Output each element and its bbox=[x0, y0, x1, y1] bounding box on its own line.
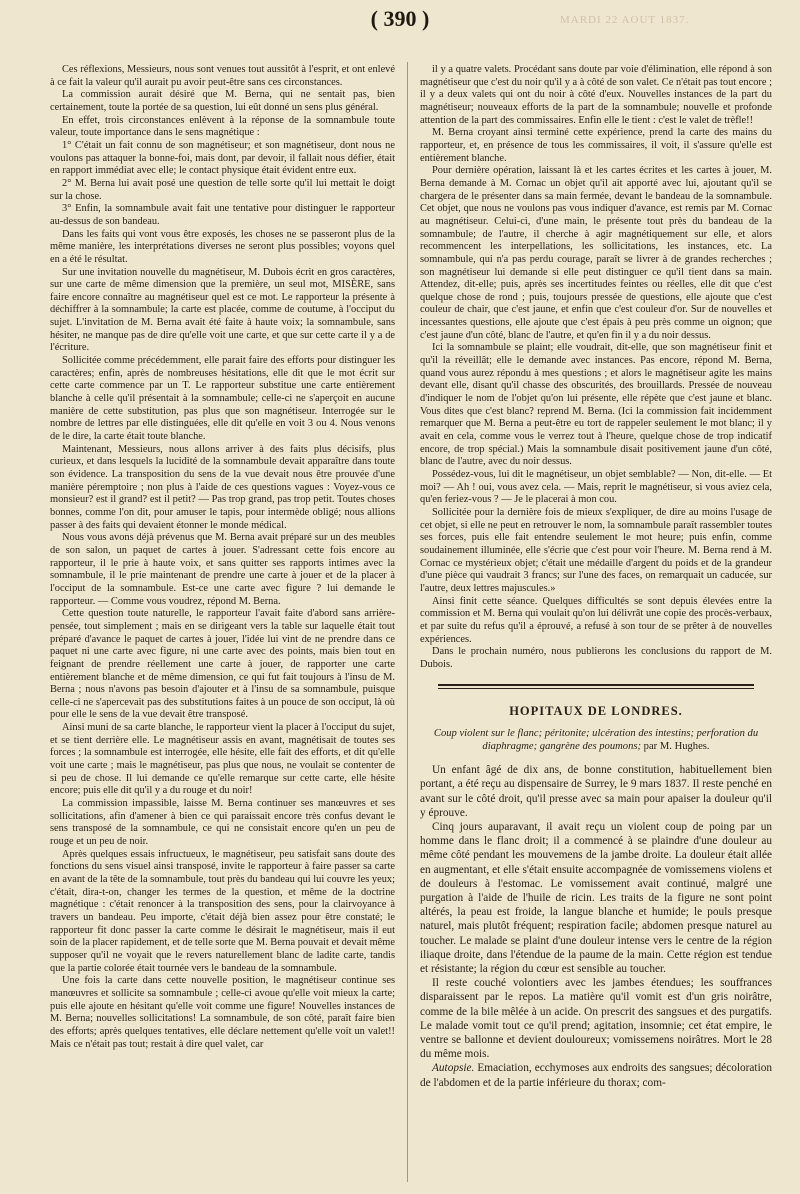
paragraph: Sollicitée pour la dernière fois de mieux s'expliquer, de dire au moins l'usage de cet objet, si elle ne peut en retrouver le nom, la somnambule paraît rassembler toutes ses forces, puis elle fait entendre seulement le mot heure; puis enfin, comme soudainement illuminée, elle s'écrie que c'est pour voir l'heure. M. Berna rend à M. Cornac ce mystérieux objet; c'était une médaille d'argent du poids et de la grandeur d'une pièce qui vaudrait 3 francs; sur l'une des faces, on remarquait un caducée, sur l'autre, deux lettres majuscules.» bbox=[420, 506, 773, 594]
paragraph: 3° Enfin, la somnambule avait fait une tentative pour distinguer le rapporteur au-dessus de son bandeau. bbox=[50, 203, 395, 227]
article-subtitle bbox=[420, 727, 772, 753]
autopsie-paragraph bbox=[420, 1061, 772, 1089]
paragraph: Ici la somnambule se plaint; elle voudrait, dit-elle, que son magnétiseur finit et qu'il la réveillât; elle le demande avec instances. Pas encore, répond M. Berna, quand vous aurez répondu à mes questions ; et alors le magnétiseur agite les mains devant elle, disant qu'il chasse des obscurités, des brouillards. Pressée de nouveau d'indiquer le nom de l'objet qu'on lui présente, elle répète que c'est jaune et blanc. Vous dites que c'est blanc? reprend M. Berna. (Ici la commission fait incidemment remarquer que M. Berna a peut-être eu tort de rappeler seulement le mot blanc; il y avait en cela, comme vous le verrez tout à l'heure, quelque chose de trop indicatif encore, de trop spécial.) Mais la somnambule disait positivement jaune d'un côté, blanc de l'autre, avec du noir dessus. bbox=[420, 342, 772, 468]
autopsie-text: Emaciation, ecchymoses aux endroits des sangsues; décoloration de l'abdomen et de la partie inférieure du thorax; com- bbox=[420, 1062, 773, 1089]
column-divider bbox=[407, 62, 408, 1182]
paragraph: Ainsi finit cette séance. Quelques difficultés se sont depuis élevées entre la commission et M. Berna qui voulait qu'on lui délivrât une copie des procès-verbaux, et par suite du refus qu'il a éprouvé, a refusé à son tour de se prêter à de nouvelles expériences. bbox=[420, 595, 772, 645]
article-separator bbox=[438, 684, 754, 689]
article-title: HOPITAUX DE LONDRES. bbox=[509, 703, 683, 718]
byline: par M. Hughes. bbox=[643, 741, 710, 753]
paragraph: La commission aurait désiré que M. Berna, qui ne sentait pas, bien certainement, toute la portée de sa question, lui eût donné un sens plus général. bbox=[50, 89, 395, 113]
paragraph: Dans le prochain numéro, nous publierons les conclusions du rapport de M. Dubois. bbox=[420, 646, 772, 670]
article-body bbox=[420, 763, 772, 1090]
right-column bbox=[420, 64, 772, 1090]
paragraph: M. Berna croyant ainsi terminé cette expérience, prend la carte des mains du rapporteur, et, en présence de tous les commissaires, il voit, il s'assure qu'elle est entièrement blanche. bbox=[420, 127, 772, 164]
paragraph: Dans les faits qui vont vous être exposés, les choses ne se passeront plus de la même manière, les interprétations diverses ne seront plus possibles; voyons quel en a été le résultat. bbox=[50, 228, 395, 265]
paragraph: 2° M. Berna lui avait posé une question de telle sorte qu'il lui mettait le doigt sur la chose. bbox=[50, 177, 395, 202]
paragraph: Il reste couché volontiers avec les jambes étendues; les souffrances disparaissent par le repos. La matière qu'il vomit est d'un gris noirâtre, comme de la bile mêlée à un acide. On prescrit des sangsues et des purgatifs. Le malade vomit tout ce qu'il prend; agitation, insomnie; cet état empire, le ventre se ballonne et devient douloureux; vomissemens noirâtres. Mort le 28 du même mois. bbox=[420, 977, 772, 1061]
paragraph: Ces réflexions, Messieurs, nous sont venues tout aussitôt à l'esprit, et ont enlevé à ce fait la valeur qu'il aurait pu avoir peut-être sans ces circonstances. bbox=[50, 64, 395, 88]
autopsie-label: Autopsie. bbox=[432, 1062, 475, 1075]
left-column bbox=[50, 64, 395, 1051]
paragraph: Cette question toute naturelle, le rapporteur l'avait faite d'abord sans arrière-pensée, tout simplement ; mais en se dirigeant vers la table sur laquelle était tout préparé d'avance le paquet de cartes à jouer, l'idée lui vint de ne prendre dans ce paquet ni une carte avec figure, ni une carte avec des points, mais bien tout en feignant de prendre réellement une carte à jouer, de rapporter une carte entièrement blanche et de même dimension, ce qui fut fait toujours à l'insu de M. Berna ; nous n'avons pas besoin d'ajouter et à l'insu de sa somnambule, puisque celle-ci ne s'apercevait pas des substitutions faites à un pouce de son occiput, là où pour elle le sens de la vue devait être transposé. bbox=[50, 608, 395, 721]
paragraph: Ainsi muni de sa carte blanche, le rapporteur vient la placer à l'occiput du sujet, et se tient derrière elle. Le magnétiseur assis en avant, magnétisait de toutes ses forces ; la somnambule est interrogée, elle hésite, elle fait des efforts, et dit qu'elle voit une carte ; mais le magnétiseur, pas plus que nous, ne voulait se contenter de si peu de chose. Il lui demande ce qu'elle remarque sur cette carte, elle hésite encore; puis elle dit qu'il y a du rouge et du noir! bbox=[50, 722, 395, 797]
paragraph: 1° C'était un fait connu de son magnétiseur; et son magnétiseur, dont nous ne voulons pas attaquer la bonne-foi, mais dont, par devoir, il fallait nous défier, était en rapport immédiat avec elle; le contact physique était évident entre eux. bbox=[50, 139, 395, 177]
paragraph: Nous vous avons déjà prévenus que M. Berna avait préparé sur un des meubles de son salon, un paquet de cartes à jouer. S'adressant cette fois encore au rapporteur, il le prie à haute voix, et sans quitter ses rapports intimes avec la somnambule, il le prie maintenant de prendre une carte à jouer et de la placer à l'occiput de la somnambule. Est-ce une carte avec figure ? lui demande le rapporteur. — Comme vous voudrez, répond M. Berna. bbox=[50, 532, 395, 607]
paragraph: Pour dernière opération, laissant là et les cartes écrites et les cartes à jouer, M. Berna demande à M. Cornac un objet qu'il ait apporté avec lui, ajoutant qu'il se chargera de le présenter dans sa main fermée, devant le bandeau de la somnambule. Cet objet, que nous ne voulons pas vous indiquer d'avance, est remis par M. Cornac au magnétiseur. Celui-ci, d'une main, le présente tout près du bandeau de la somnambule; de l'autre, il cherche à agir magnétiquement sur elle, et alors recommencent les interpellations, les sollicitations, les instances, etc. La somnambule, qui n'a pas perdu courage, paraît se livrer à de grandes recherches ; son magnétiseur lui demande si elle peut distinguer ce qu'il tient dans sa main. Attendez, dit-elle; puis, après ses incertitudes feintes ou réelles, elle dit que c'est quelque chose de rond ; puis, toujours pressée de questions, elle ajoute que c'est couleur de chair, que c'est jaune, et enfin que c'est couleur d'or. Sur de nouvelles et incessantes questions, elle ajoute que c'est épais à peu près comme un oignon; que c'est jaune d'un côté, blanc de l'autre, et qu'en fin il y a du noir dessus. bbox=[420, 165, 772, 341]
paragraph: La commission impassible, laisse M. Berna continuer ses manœuvres et ses sollicitations, afin d'amener à bien ce qui paraissait encore très confus devant le sens transposé de la somnambule, ce qui ne consistait encore qu'en un peu de rouge et un peu de noir. bbox=[50, 798, 395, 848]
page-number: ( 390 ) bbox=[370, 6, 430, 31]
paragraph: Un enfant âgé de dix ans, de bonne constitution, habituellement bien portant, a été reçu au dispensaire de Surrey, le 9 mars 1837. Il reste penché en avant sur le côté droit, qu'il presse avec sa main pour apaiser la douleur qu'il y éprouve. bbox=[420, 764, 772, 819]
faint-header: MARDI 22 AOUT 1837. bbox=[560, 14, 690, 26]
paragraph: Maintenant, Messieurs, nous allons arriver à des faits plus décisifs, plus curieux, et dans lesquels la lucidité de la somnambule devait apparaître dans toute son évidence. La transposition du sens de la vue devait nous être prouvée d'une manière péremptoire ; non plus à l'aide de ces questions vagues : Voyez-vous ce monsieur? est il grand? est il petit? — Pas trop grand, pas trop petit. Toutes choses bonnes, comme l'on dit, pour amuser le tapis, pour intermède obligé; nous allions passer à des faits qui devaient étonner le monde médical. bbox=[50, 443, 395, 531]
paragraph: Une fois la carte dans cette nouvelle position, le magnétiseur continue ses manœuvres et sollicite sa somnambule ; celle-ci avoue qu'elle voit mieux la carte; puis elle ajoute en hésitant qu'elle voit comme une figure! Nouvelles instances de M. Berna; nouvelles sollicitations! La somnambule, de son côté, paraît faire bien des efforts; après quelques tentatives, elle déclare nettement qu'elle voit un valet!! Mais ce n'était pas tout; restait à dire quel valet, car bbox=[50, 975, 395, 1050]
paragraph: En effet, trois circonstances enlèvent à la réponse de la somnambule toute valeur, toute importance dans le sens magnétique : bbox=[50, 114, 395, 139]
paragraph: Sollicitée comme précédemment, elle parait faire des efforts pour distinguer les caractères; enfin, après de nombreuses hésitations, elle dit que le mot écrit sur cette carte commence par un T. Le rapporteur substitue une carte entièrement blanche à celle qu'il présentait à la somnambule; celle-ci ne s'aperçoit en aucune manière de cette substitution, pas plus que son magnétiseur. Interrogée sur le nombre de lettres par elle distinguées, elle dit qu'elle en voit 3 ou 4. Nous venons de le dire, la carte était toute blanche. bbox=[50, 355, 395, 443]
subtitle-text: Coup violent sur le flanc; péritonite; ulcération des intestins; perforation du diaphragme; gangrène des poumons; bbox=[433, 728, 759, 753]
paragraph: Sur une invitation nouvelle du magnétiseur, M. Dubois écrit en gros caractères, sur une carte de même dimension que la première, un seul mot, MISÈRE, sans faire encore connaître au magnétiseur quel est ce mot. Le rapporteur la présente à déchiffrer à la somnambule; la carte est placée, comme de coutume, à l'occiput du sujet. L'invitation de M. Berna avait été faite à haute voix; la somnambule, sans hésiter, ne manque pas de dire qu'elle voit une carte, et que sur cette carte il y a de l'écriture. bbox=[50, 266, 395, 354]
paragraph: Après quelques essais infructueux, le magnétiseur, peu satisfait sans doute des fonctions du sens visuel ainsi transposé, invite le rapporteur à faire passer sa carte en avant de la tête de la somnambule, tout près du bandeau qui lui couvre les yeux; c'était, dira-t-on, changer les termes de la question, et même de la doctrine magnétique : c'était renoncer à la transposition des sens, pour la clairvoyance à travers un bandeau. Peu importe, c'était déjà bien assez pour être constaté; le rapporteur fit donc passer la carte comme le désirait le magnétiseur, mais il eut soin de la placer rapidement, et de telle sorte que M. Berna pouvait et devait même supposer qu'il ne voyait que le revers naturellement blanc de ladite carte, tandis que la partie colorée était tournée vers le bandeau de la somnambule. bbox=[50, 848, 395, 974]
paragraph: il y a quatre valets. Procédant sans doute par voie d'élimination, elle répond à son magnétiseur que c'est du noir qu'il y a à côté de son valet. Ce n'était pas tout encore ; il y a deux valets qui ont du noir à côté d'eux. Nouvelles instances de la part du magnétiseur; nouveaux efforts de la part de la somnambule; nouvelle et profonde attention de la part des commissaires. Enfin elle le tient : c'est le valet de trèfle!! bbox=[420, 64, 772, 126]
paragraph: Cinq jours auparavant, il avait reçu un violent coup de poing par un homme dans le flanc droit; il a commencé à se plaindre d'une douleur au même côté pendant les mouvemens de la jambe droite. La douleur était allée en augmentant, et elle s'était ensuite accompagnée de vomissemens violens et de douleurs à l'estomac. Le vomissement avait continué, malgré une purgation à l'aide de l'huile de ricin. Les traits de la figure ne sont point altérés, la peau est froide, la langue blanche et humide; le pouls presque naturel, mais plutôt fréquent; respiration facile; abdomen presque naturel au toucher. Le malade se plaint d'une douleur intense vers le centre de la région iliaque droite, dans l'étendue de la paume de la main. Cette région est tendue et résistante; la région du cœur est sensible au toucher. bbox=[420, 820, 772, 975]
paragraph: Possédez-vous, lui dit le magnétiseur, un objet semblable? — Non, dit-elle. — Et moi? — Ah ! oui, vous avez cela. — Mais, reprit le magnétiseur, si vous aviez cela, qu'en feriez-vous ? — Je le placerai à mon cou. bbox=[420, 469, 772, 506]
